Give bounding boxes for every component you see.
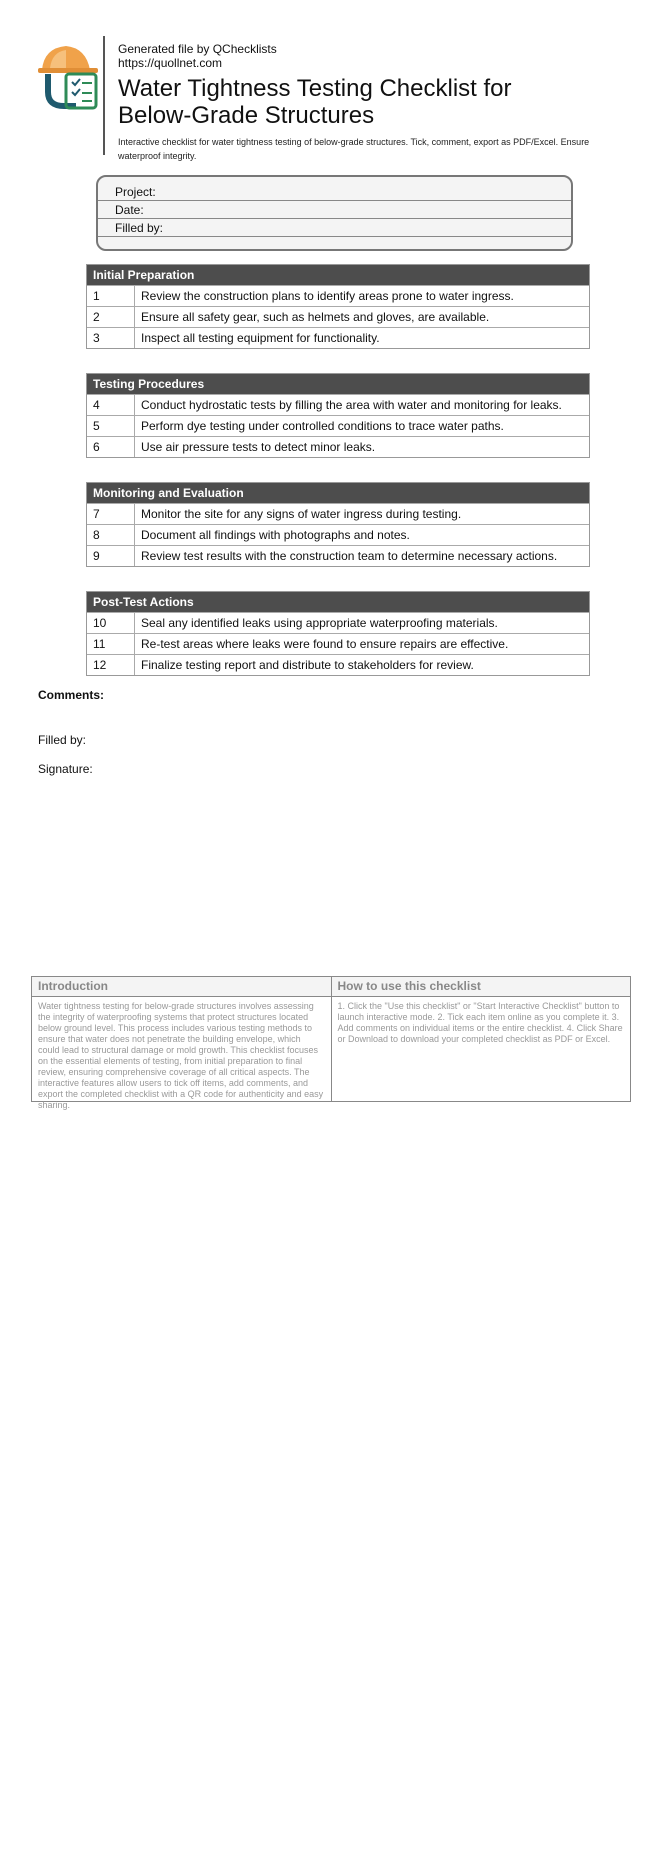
item-number: 2 [87,307,135,327]
checklist-item[interactable] [87,612,589,633]
item-number: 9 [87,546,135,566]
checklist-item[interactable] [87,285,589,306]
page-title [118,75,618,129]
checklist-item[interactable] [87,524,589,545]
item-text: Seal any identified leaks using appropriate waterproofing materials. [141,616,498,630]
header-divider [103,36,105,155]
source-url-link[interactable]: https://quollnet.com [118,56,223,70]
signature-label: Signature: [38,762,93,776]
item-number: 7 [87,504,135,524]
item-number: 6 [87,437,135,457]
item-number: 10 [87,613,135,633]
item-number: 12 [87,655,135,675]
checklist-item[interactable] [87,436,589,457]
item-text: Re-test areas where leaks were found to ensure repairs are effective. [141,637,509,651]
item-number: 4 [87,395,135,415]
introduction-title: Introduction [32,977,331,997]
page-title-line-1: Water Tightness Testing Checklist for [118,75,512,102]
checklist-item[interactable] [87,654,589,675]
checklist-item[interactable] [87,394,589,415]
item-number: 1 [87,286,135,306]
section-initial-preparation [86,264,590,349]
checklist-item[interactable] [87,415,589,436]
item-number: 5 [87,416,135,436]
item-text: Review the construction plans to identify areas prone to water ingress. [141,289,514,303]
filled-by-label: Filled by: [38,733,87,747]
hardhat-checklist-logo-icon [36,40,104,112]
section-post-test-actions [86,591,590,676]
item-text: Conduct hydrostatic tests by filling the area with water and monitoring for leaks. [141,398,562,412]
section-title: Initial Preparation [87,265,589,285]
item-text: Inspect all testing equipment for functionality. [141,331,380,345]
section-title: Post-Test Actions [87,592,589,612]
item-text: Use air pressure tests to detect minor leaks. [141,440,376,454]
how-to-title: How to use this checklist [332,977,631,997]
item-number: 8 [87,525,135,545]
checklist-item[interactable] [87,633,589,654]
filled-by-field[interactable]: Filled by: [98,219,571,237]
how-to-text: 1. Click the "Use this checklist" or "Start Interactive Checklist" button to launch interactive mode. 2. Tick each item online as you complete it. 3. Add comments on individual items or the entire checklist. 4. Click Share or Download to download your completed checklist as PDF or Excel. [337,1001,623,1044]
project-info-box [96,175,573,251]
page-title-line-2: Below-Grade Structures [118,102,375,129]
page-description: Interactive checklist for water tightness testing of below-grade structures. Tick, comment, export as PDF/Excel. Ensure waterproof integrity. [118,137,590,161]
section-title: Testing Procedures [87,374,589,394]
project-field[interactable]: Project: [98,183,571,201]
generated-by-text: Generated file by QChecklists [118,42,277,56]
checklist-item[interactable] [87,545,589,566]
item-text: Perform dye testing under controlled conditions to trace water paths. [141,419,504,433]
header-text [118,42,618,163]
item-text: Review test results with the construction team to determine necessary actions. [141,549,558,563]
date-field[interactable]: Date: [98,201,571,219]
item-text: Finalize testing report and distribute to stakeholders for review. [141,658,474,672]
item-text: Document all findings with photographs and notes. [141,528,410,542]
checklist-item[interactable] [87,327,589,348]
introduction-column [32,977,331,1110]
checklist-item[interactable] [87,306,589,327]
introduction-text: Water tightness testing for below-grade structures involves assessing the integrity of waterproofing systems that protect structures located below ground level. This process includes various testing methods to ensure that water does not penetrate the building envelope, which could lead to structural damage or mold growth. This checklist focuses on the essential elements of testing, from initial preparation to final review, ensuring comprehensive coverage of all critical aspects. The interactive features allow users to tick off items, add comments, and export the completed checklist with a QR code for authenticity and easy sharing. [38,1001,324,1110]
section-title: Monitoring and Evaluation [87,483,589,503]
item-text: Monitor the site for any signs of water ingress during testing. [141,507,462,521]
item-text: Ensure all safety gear, such as helmets and gloves, are available. [141,310,490,324]
info-table [31,976,631,1110]
section-testing-procedures [86,373,590,458]
section-monitoring-evaluation [86,482,590,567]
comments-label: Comments: [38,688,105,702]
how-to-column [331,977,631,1101]
checklist-item[interactable] [87,503,589,524]
item-number: 11 [87,634,135,654]
document-header [36,36,626,161]
item-number: 3 [87,328,135,348]
